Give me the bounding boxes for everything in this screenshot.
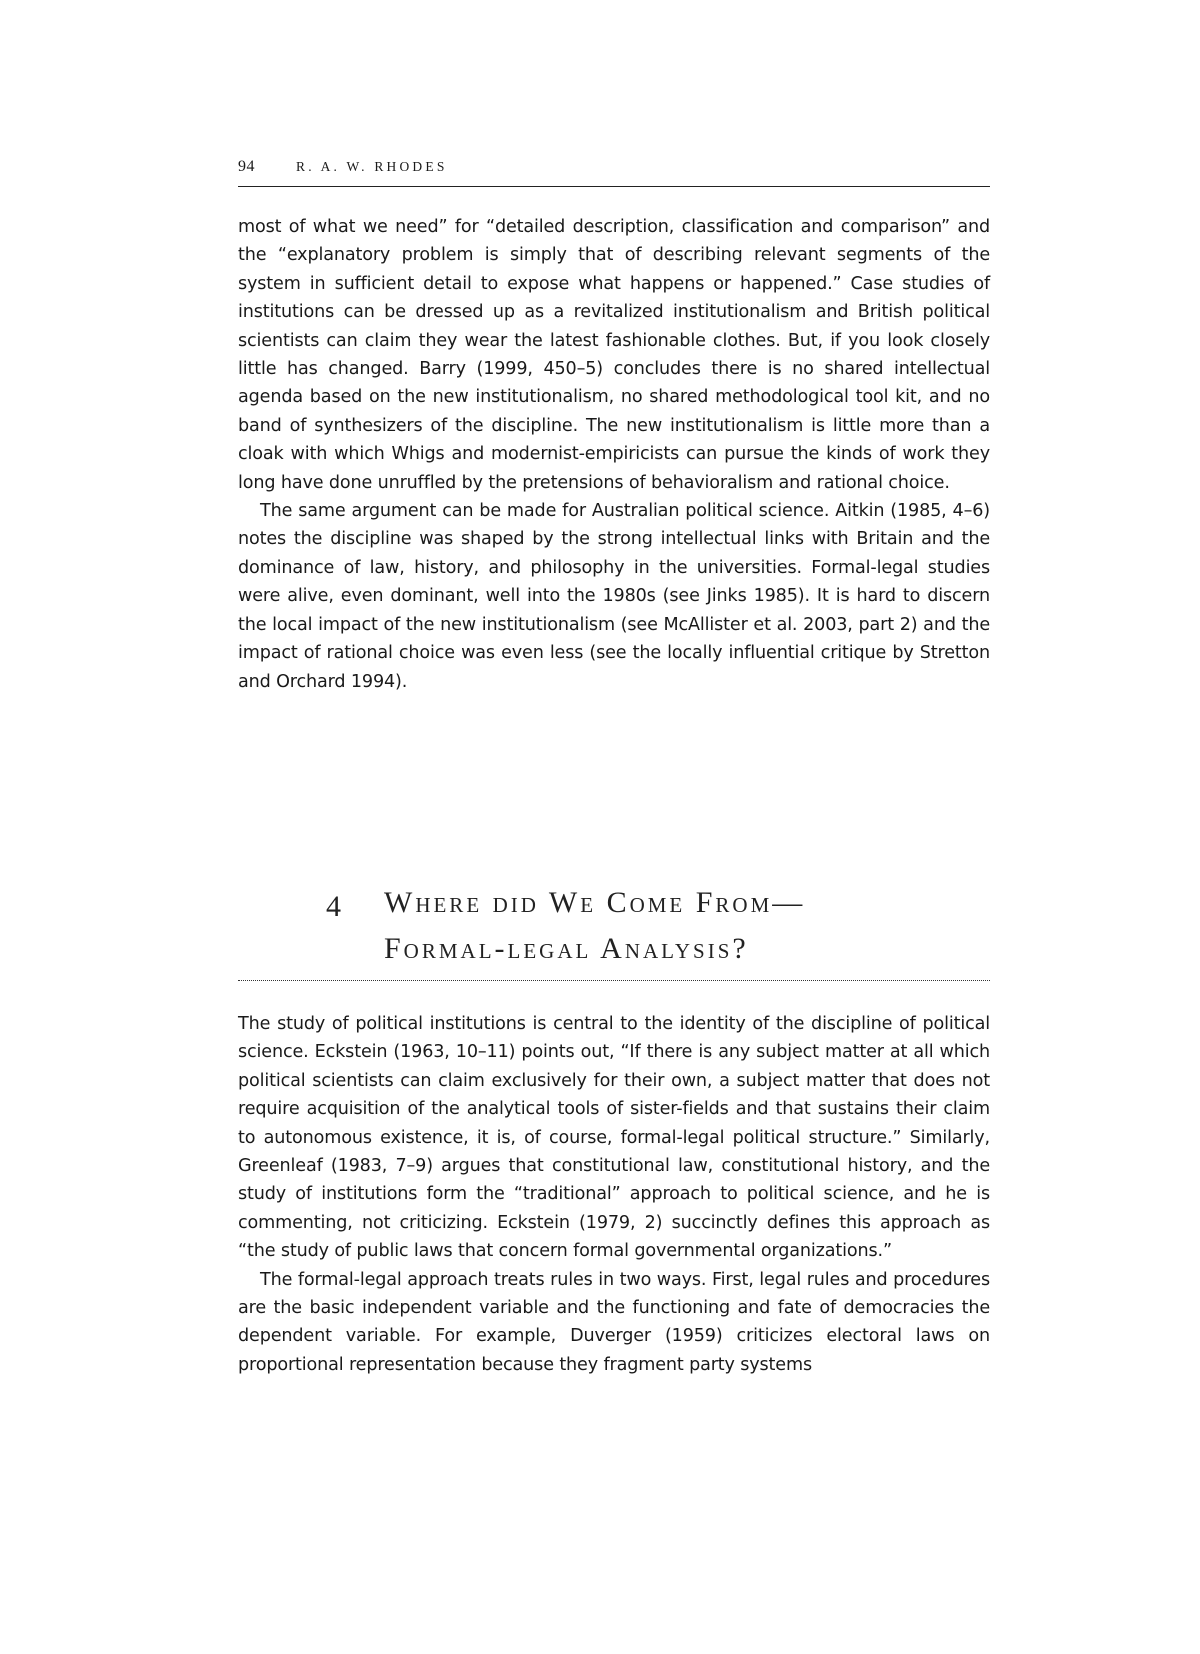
chapter-title-line-2: Formal-legal Analysis? [384, 932, 749, 965]
running-head [238, 156, 990, 187]
top-section [238, 213, 990, 696]
paragraph: most of what we need” for “detailed description, classification and comparison” and the “explanatory problem is simply that of describing relevant segments of the system in sufficient detail to expose what happens or happened.” Case studies of institutions can be dressed up as a revitalized institutionalism and British political scientists can claim they wear the latest fashionable clothes. But, if you look closely little has changed. Barry (1999, 450–5) concludes there is no shared intellectual agenda based on the new institutionalism, no shared methodological tool kit, and no band of synthesizers of the discipline. The new institutionalism is little more than a cloak with which Whigs and modernist-empiricists can pursue the kinds of work they long have done unruffled by the pretensions of behavioralism and rational choice. [238, 217, 990, 493]
running-head-author: R. A. W. RHODES [296, 159, 448, 174]
page-number: 94 [238, 158, 255, 175]
paragraph: The formal-legal approach treats rules in two ways. First, legal rules and procedures are the basic independent variable and the functioning and fate of democracies the dependent variable. For example, Duverger (1959) criticizes electoral laws on proportional representation because they fragment party systems [238, 1269, 990, 1375]
chapter-title [384, 880, 944, 972]
bottom-section [238, 1010, 990, 1379]
chapter-divider [238, 980, 990, 981]
paragraph: The same argument can be made for Australian political science. Aitkin (1985, 4–6) notes the discipline was shaped by the strong intellectual links with Britain and the dominance of law, history, and philosophy in the universities. Formal-legal studies were alive, even dominant, well into the 1980s (see Jinks 1985). It is hard to discern the local impact of the new institutionalism (see McAllister et al. 2003, part 2) and the impact of rational choice was even less (see the locally influential critique by Stretton and Orchard 1994). [238, 501, 990, 692]
chapter-number: 4 [326, 890, 341, 923]
paragraph: The study of political institutions is central to the identity of the discipline of political science. Eckstein (1963, 10–11) points out, “If there is any subject matter at all which political scientists can claim exclusively for their own, a subject matter that does not require acquisition of the analytical tools of sister-fields and that sustains their claim to autonomous existence, it is, of course, formal-legal political structure.” Similarly, Greenleaf (1983, 7–9) argues that constitutional law, constitutional history, and the study of institutions form the “traditional” approach to political science, and he is commenting, not criticizing. Eckstein (1979, 2) succinctly defines this approach as “the study of public laws that concern formal governmental organizations.” [238, 1014, 990, 1262]
chapter-title-line-1: Where did We Come From— [384, 886, 806, 919]
